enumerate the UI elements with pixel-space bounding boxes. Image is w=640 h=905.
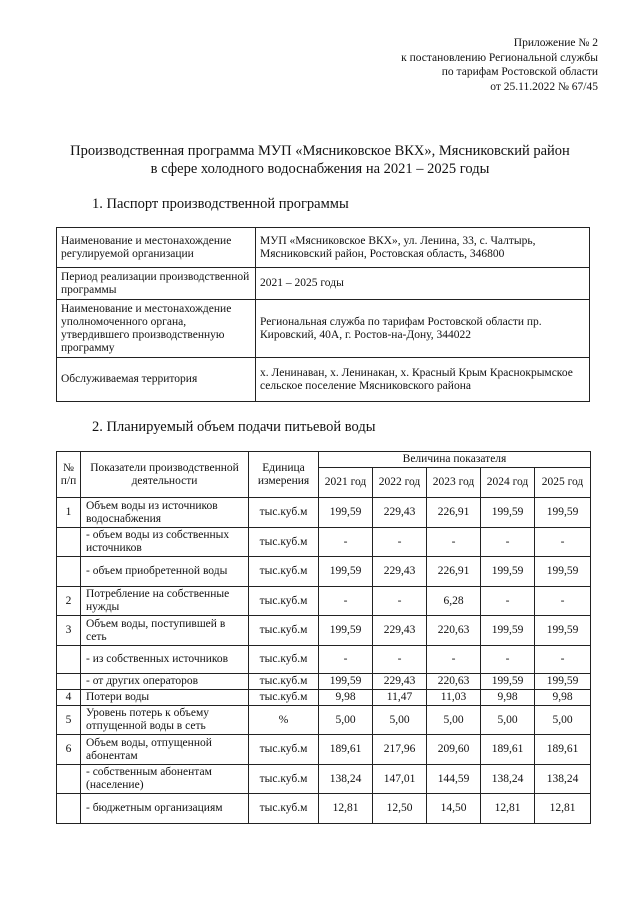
row-number xyxy=(57,557,81,587)
row-number: 2 xyxy=(57,587,81,616)
row-number xyxy=(57,794,81,824)
row-value: 14,50 xyxy=(427,794,481,824)
row-value: 189,61 xyxy=(319,735,373,765)
row-unit: тыс.куб.м xyxy=(249,794,319,824)
passport-table xyxy=(56,227,590,402)
row-value: 5,00 xyxy=(373,706,427,735)
row-number: 1 xyxy=(57,498,81,528)
row-value: 229,43 xyxy=(373,557,427,587)
row-indicator: - из собственных источников xyxy=(81,646,249,674)
row-value: 147,01 xyxy=(373,765,427,794)
row-value: - xyxy=(427,528,481,557)
row-value: 11,03 xyxy=(427,690,481,706)
appendix-line: по тарифам Ростовской области xyxy=(441,66,598,78)
row-value: 138,24 xyxy=(319,765,373,794)
row-value: 12,50 xyxy=(373,794,427,824)
table-row xyxy=(57,735,591,765)
row-value: - xyxy=(535,646,591,674)
passport-key: Наименование и местонахождение регулируемой организации xyxy=(57,228,256,268)
row-value: 12,81 xyxy=(481,794,535,824)
row-value: 220,63 xyxy=(427,616,481,646)
row-unit: тыс.куб.м xyxy=(249,646,319,674)
row-value: 9,98 xyxy=(481,690,535,706)
passport-value: МУП «Мясниковское ВКХ», ул. Ленина, 33, с. Чалтырь, Мясниковский район, Ростовская область, 346800 xyxy=(256,228,590,268)
row-value: 217,96 xyxy=(373,735,427,765)
row-value: - xyxy=(481,646,535,674)
row-value: 5,00 xyxy=(427,706,481,735)
row-value: 12,81 xyxy=(535,794,591,824)
header-indicator: Показатели производственной деятельности xyxy=(81,452,249,498)
table-row xyxy=(57,765,591,794)
row-value: - xyxy=(481,528,535,557)
row-value: 199,59 xyxy=(535,557,591,587)
row-value: 12,81 xyxy=(319,794,373,824)
table-row xyxy=(57,706,591,735)
header-year: 2025 год xyxy=(535,468,591,498)
row-value: 138,24 xyxy=(535,765,591,794)
row-value: 209,60 xyxy=(427,735,481,765)
row-indicator: Объем воды, отпущенной абонентам xyxy=(81,735,249,765)
row-unit: тыс.куб.м xyxy=(249,587,319,616)
table-row xyxy=(57,616,591,646)
row-value: - xyxy=(373,587,427,616)
table-row xyxy=(57,498,591,528)
row-number: 3 xyxy=(57,616,81,646)
table-row xyxy=(57,557,591,587)
row-number xyxy=(57,765,81,794)
row-unit: % xyxy=(249,706,319,735)
section-heading-volume: 2. Планируемый объем подачи питьевой воды xyxy=(92,419,376,435)
table-row xyxy=(57,358,590,402)
table-row xyxy=(57,528,591,557)
row-value: 189,61 xyxy=(481,735,535,765)
row-value: 199,59 xyxy=(319,498,373,528)
row-value: 226,91 xyxy=(427,557,481,587)
row-value: 199,59 xyxy=(535,674,591,690)
row-value: - xyxy=(427,646,481,674)
row-indicator: - объем приобретенной воды xyxy=(81,557,249,587)
row-value: 138,24 xyxy=(481,765,535,794)
row-value: - xyxy=(319,646,373,674)
passport-value: 2021 – 2025 годы xyxy=(256,268,590,300)
row-value: 199,59 xyxy=(481,616,535,646)
table-header-row xyxy=(57,452,591,468)
row-indicator: - объем воды из собственных источников xyxy=(81,528,249,557)
row-value: 226,91 xyxy=(427,498,481,528)
row-value: - xyxy=(319,587,373,616)
header-unit: Единица измерения xyxy=(249,452,319,498)
title-line: Производственная программа МУП «Мясниковское ВКХ», Мясниковский район xyxy=(70,143,570,159)
row-value: 199,59 xyxy=(535,616,591,646)
header-year: 2024 год xyxy=(481,468,535,498)
row-indicator: Потери воды xyxy=(81,690,249,706)
row-unit: тыс.куб.м xyxy=(249,690,319,706)
row-unit: тыс.куб.м xyxy=(249,557,319,587)
row-value: 220,63 xyxy=(427,674,481,690)
appendix-line: Приложение № 2 xyxy=(513,37,598,49)
passport-value: Региональная служба по тарифам Ростовской области пр. Кировский, 40А, г. Ростов-на-Дону, 344022 xyxy=(256,300,590,358)
document-title xyxy=(0,142,640,178)
row-number: 6 xyxy=(57,735,81,765)
row-value: 189,61 xyxy=(535,735,591,765)
row-indicator: Объем воды из источников водоснабжения xyxy=(81,498,249,528)
table-row xyxy=(57,646,591,674)
row-number: 5 xyxy=(57,706,81,735)
table-row xyxy=(57,794,591,824)
table-row xyxy=(57,228,590,268)
row-number xyxy=(57,528,81,557)
row-value: 6,28 xyxy=(427,587,481,616)
passport-key: Период реализации производственной программы xyxy=(57,268,256,300)
row-value: 9,98 xyxy=(535,690,591,706)
section-heading-passport: 1. Паспорт производственной программы xyxy=(92,196,349,212)
row-value: 9,98 xyxy=(319,690,373,706)
row-value: 229,43 xyxy=(373,498,427,528)
row-value: 5,00 xyxy=(319,706,373,735)
row-unit: тыс.куб.м xyxy=(249,674,319,690)
row-number xyxy=(57,674,81,690)
appendix-line: к постановлению Региональной службы xyxy=(401,51,598,64)
row-value: - xyxy=(535,587,591,616)
row-unit: тыс.куб.м xyxy=(249,765,319,794)
row-unit: тыс.куб.м xyxy=(249,498,319,528)
row-value: 199,59 xyxy=(481,674,535,690)
row-value: 5,00 xyxy=(535,706,591,735)
row-value: 11,47 xyxy=(373,690,427,706)
row-indicator: Потребление на собственные нужды xyxy=(81,587,249,616)
appendix-line: от 25.11.2022 № 67/45 xyxy=(490,80,598,93)
passport-value: х. Ленинаван, х. Ленинакан, х. Красный Крым Краснокрымское сельское поселение Мясниковского района xyxy=(256,358,590,402)
row-value: 144,59 xyxy=(427,765,481,794)
row-indicator: - собственным абонентам (население) xyxy=(81,765,249,794)
row-number xyxy=(57,646,81,674)
passport-key: Наименование и местонахождение уполномоченного органа, утвердившего производственную программу xyxy=(57,300,256,358)
row-value: - xyxy=(535,528,591,557)
row-indicator: Уровень потерь к объему отпущенной воды в сеть xyxy=(81,706,249,735)
row-value: 5,00 xyxy=(481,706,535,735)
header-year: 2022 год xyxy=(373,468,427,498)
row-value: - xyxy=(373,646,427,674)
table-row xyxy=(57,690,591,706)
table-row xyxy=(57,300,590,358)
row-value: 199,59 xyxy=(481,498,535,528)
appendix-note xyxy=(401,36,598,94)
header-year: 2023 год xyxy=(427,468,481,498)
row-indicator: Объем воды, поступившей в сеть xyxy=(81,616,249,646)
row-value: 229,43 xyxy=(373,674,427,690)
row-value: 199,59 xyxy=(319,674,373,690)
row-value: - xyxy=(319,528,373,557)
row-unit: тыс.куб.м xyxy=(249,735,319,765)
header-num: № п/п xyxy=(57,452,81,498)
row-indicator: - бюджетным организациям xyxy=(81,794,249,824)
row-value: 199,59 xyxy=(481,557,535,587)
title-line: в сфере холодного водоснабжения на 2021 – 2025 годы xyxy=(150,161,490,177)
row-number: 4 xyxy=(57,690,81,706)
table-row xyxy=(57,587,591,616)
row-unit: тыс.куб.м xyxy=(249,528,319,557)
table-row xyxy=(57,268,590,300)
row-value: - xyxy=(481,587,535,616)
table-row xyxy=(57,674,591,690)
row-indicator: - от других операторов xyxy=(81,674,249,690)
row-value: 229,43 xyxy=(373,616,427,646)
row-unit: тыс.куб.м xyxy=(249,616,319,646)
row-value: - xyxy=(373,528,427,557)
passport-key: Обслуживаемая территория xyxy=(57,358,256,402)
volume-table xyxy=(56,451,591,824)
row-value: 199,59 xyxy=(319,616,373,646)
row-value: 199,59 xyxy=(319,557,373,587)
header-value: Величина показателя xyxy=(319,452,591,468)
header-year: 2021 год xyxy=(319,468,373,498)
row-value: 199,59 xyxy=(535,498,591,528)
